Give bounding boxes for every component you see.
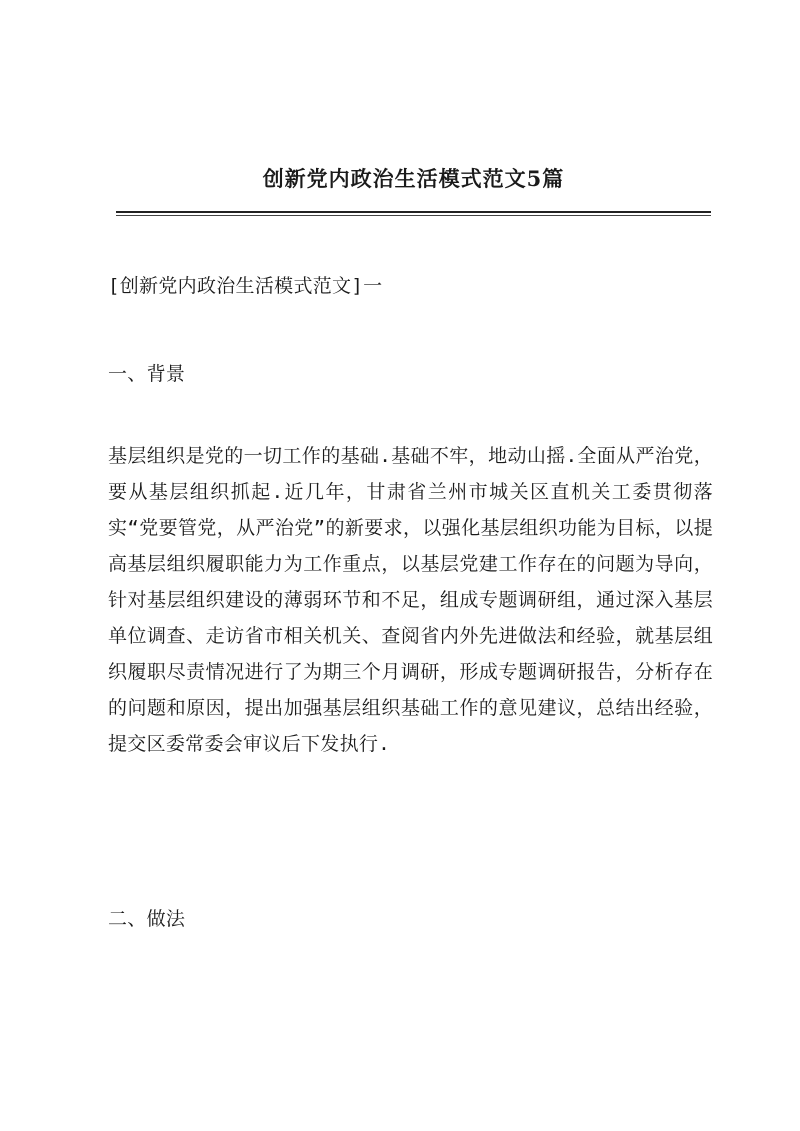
section-heading-background: 一、背景 — [108, 363, 186, 385]
section-heading-practice: 二、做法 — [108, 908, 186, 930]
section-body-background: 基层组织是党的一切工作的基础.基础不牢，地动山摇.全面从严治党，要从基层组织抓起.近几年，甘肃省兰州市城关区直机关工委贯彻落实“党要管党，从严治党”的新要求，以强化基层组织功能为目标，以提高基层组织履职能力为工作重点，以基层党建工作存在的问题为导向，针对基层组织建设的薄弱环节和不足，组成专题调研组，通过深入基层单位调查、走访省市相关机关、查阅省内外先进做法和经验，就基层组织履职尽责情况进行了为期三个月调研，形成专题调研报告，分析存在的问题和原因，提出加强基层组织基础工作的意见建议，总结出经验，提交区委常委会审议后下发执行. — [108, 445, 713, 755]
title-divider-thin — [116, 215, 711, 216]
document-subtitle: [创新党内政治生活模式范文]一 — [108, 275, 383, 297]
title-divider — [116, 211, 711, 213]
document-title: 创新党内政治生活模式范文5篇 — [262, 166, 565, 191]
